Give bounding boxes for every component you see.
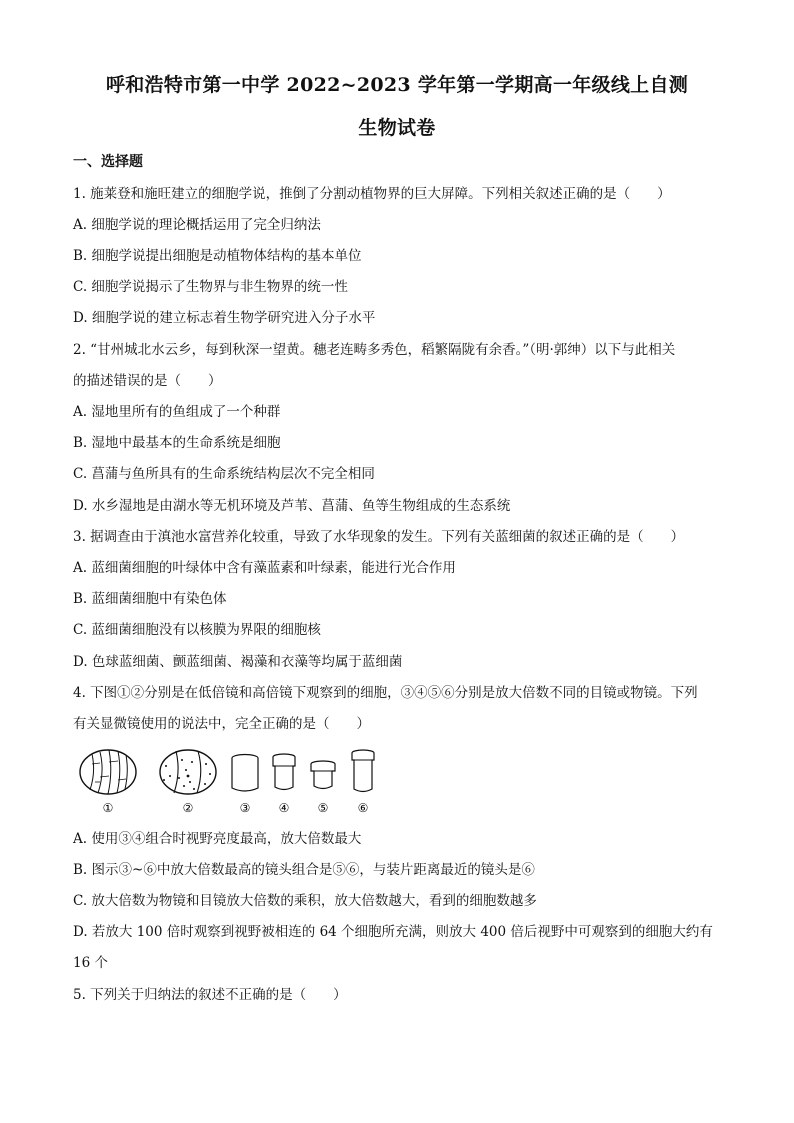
question-4-option-c: C. 放大倍数为物镜和目镜放大倍数的乘积，放大倍数越大，看到的细胞数越多 — [73, 893, 537, 909]
question-1-option-d: D. 细胞学说的建立标志着生物学研究进入分子水平 — [73, 310, 376, 326]
question-3-stem: 3. 据调查由于滇池水富营养化较重，导致了水华现象的发生。下列有关蓝细菌的叙述正确的是（ ） — [73, 529, 685, 545]
section-heading: 一、选择题 — [73, 154, 143, 170]
question-2-option-a: A. 湿地里所有的鱼组成了一个种群 — [73, 404, 281, 420]
question-4-stem: 4. 下图①②分别是在低倍镜和高倍镜下观察到的细胞，③④⑤⑥分别是放大倍数不同的目镜或物镜。下列 — [73, 685, 698, 701]
question-1-option-a: A. 细胞学说的理论概括运用了完全归纳法 — [73, 217, 321, 233]
lens-6-image — [352, 750, 374, 792]
question-3-option-c: C. 蓝细菌细胞没有以核膜为界限的细胞核 — [73, 622, 321, 638]
figure-label-3: ③ — [239, 801, 251, 815]
question-2-option-b: B. 湿地中最基本的生命系统是细胞 — [73, 435, 281, 451]
question-1-option-c: C. 细胞学说揭示了生物界与非生物界的统一性 — [73, 279, 348, 295]
figure-label-2: ② — [182, 801, 194, 815]
figure-label-5: ⑤ — [317, 801, 329, 815]
high-power-view-image — [160, 750, 216, 794]
question-3-option-b: B. 蓝细菌细胞中有染色体 — [73, 591, 227, 607]
question-2-stem: 2. “甘州城北水云乡，每到秋深一望黄。穗老连畴多秀色，稻繁隔陇有余香。”（明·郭绅）以下与此相关 — [73, 342, 676, 358]
question-4-option-b: B. 图示③~⑥中放大倍数最高的镜头组合是⑤⑥，与装片距离最近的镜头是⑥ — [73, 862, 535, 878]
figure-label-6: ⑥ — [357, 801, 369, 815]
exam-title: 呼和浩特市第一中学 2022~2023 学年第一学期高一年级线上自测 — [105, 74, 689, 96]
lens-4-image — [273, 754, 295, 790]
lens-3-image — [232, 755, 258, 792]
figure-label-4: ④ — [278, 801, 290, 815]
question-1-stem: 1. 施莱登和施旺建立的细胞学说，推倒了分割动植物界的巨大屏障。下列相关叙述正确的是（ ） — [73, 186, 671, 202]
lens-5-image — [311, 761, 335, 789]
microscope-figure — [78, 744, 378, 819]
question-4-option-a: A. 使用③④组合时视野亮度最高，放大倍数最大 — [73, 831, 362, 847]
question-2-stem-cont: 的描述错误的是（ ） — [73, 373, 222, 389]
low-power-view-image — [80, 750, 136, 794]
question-3-option-a: A. 蓝细菌细胞的叶绿体中含有藻蓝素和叶绿素，能进行光合作用 — [73, 560, 456, 576]
figure-label-1: ① — [102, 801, 114, 815]
exam-subtitle: 生物试卷 — [358, 117, 436, 139]
question-1-option-b: B. 细胞学说提出细胞是动植物体结构的基本单位 — [73, 248, 362, 264]
question-4-option-d-cont: 16 个 — [73, 955, 108, 971]
question-2-option-c: C. 菖蒲与鱼所具有的生命系统结构层次不完全相同 — [73, 466, 375, 482]
question-2-option-d: D. 水乡湿地是由湖水等无机环境及芦苇、菖蒲、鱼等生物组成的生态系统 — [73, 498, 511, 514]
question-5-stem: 5. 下列关于归纳法的叙述不正确的是（ ） — [73, 987, 347, 1003]
question-4-stem-cont: 有关显微镜使用的说法中，完全正确的是（ ） — [73, 716, 370, 732]
question-4-option-d: D. 若放大 100 倍时观察到视野被相连的 64 个细胞所充满，则放大 400 倍后视野中可观察到的细胞大约有 — [73, 924, 713, 940]
question-3-option-d: D. 色球蓝细菌、颤蓝细菌、褐藻和衣藻等均属于蓝细菌 — [73, 654, 403, 670]
